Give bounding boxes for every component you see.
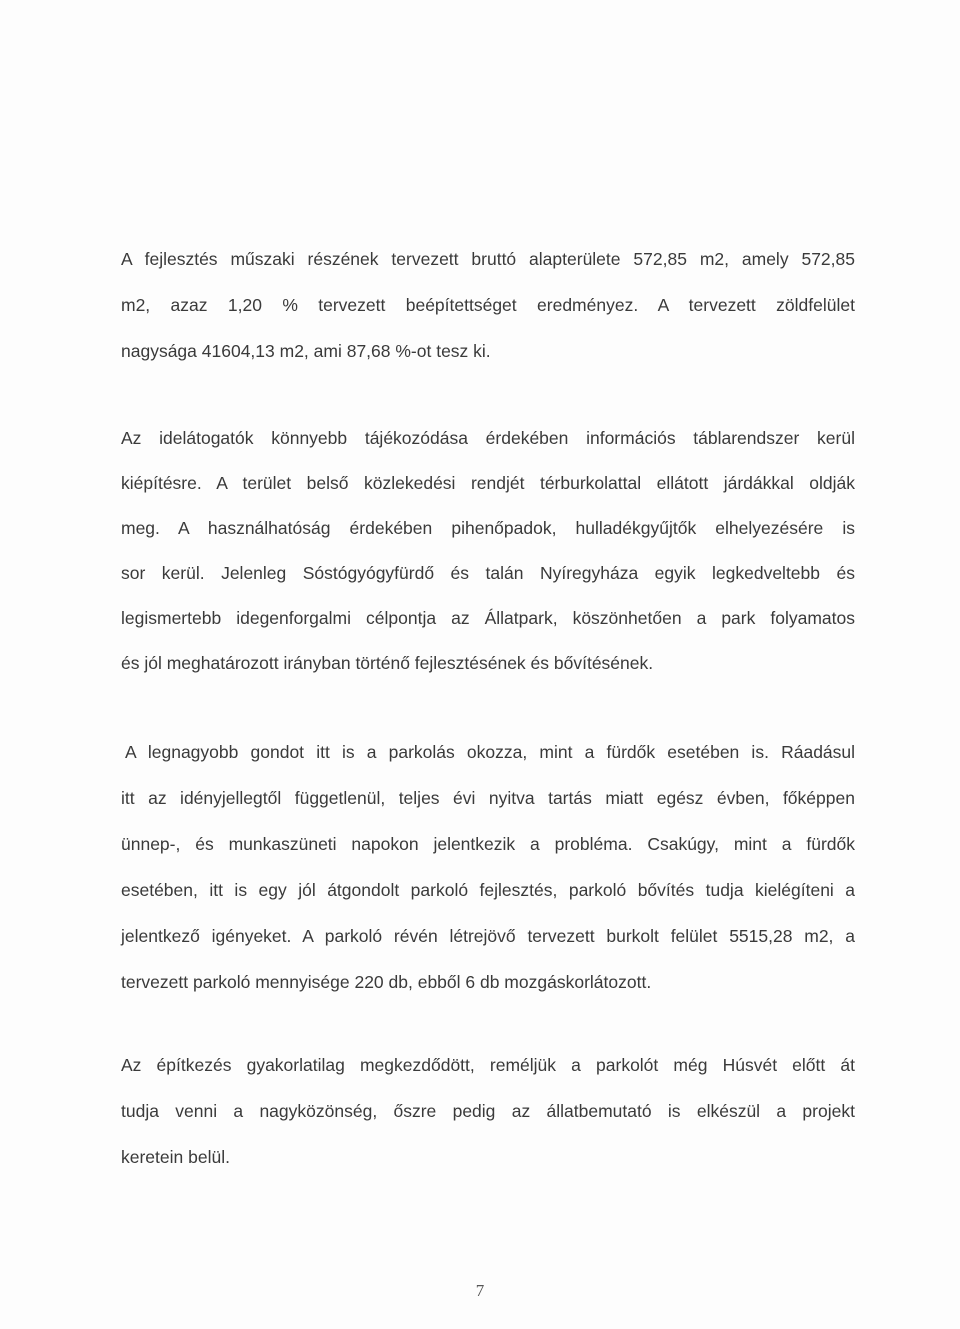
paragraph-line: Az építkezés gyakorlatilag megkezdődött, reméljük a parkolót még Húsvét előtt át — [121, 1055, 855, 1075]
paragraph-construction — [121, 1053, 855, 1169]
paragraph-line: m2, azaz 1,20 % tervezett beépítettséget eredményez. A tervezett zöldfelület — [121, 295, 855, 315]
paragraph-line: esetében, itt is egy jól átgondolt parkoló fejlesztés, parkoló bővítés tudja kielégíteni a — [121, 880, 856, 900]
paragraph-line: tudja venni a nagyközönség, őszre pedig az állatbemutató is elkészül a projekt — [121, 1101, 855, 1121]
paragraph-line: tervezett parkoló mennyisége 220 db, ebből 6 db mozgáskorlátozott. — [121, 972, 652, 992]
paragraph-line: jelentkező igényeket. A parkoló révén létrejövő tervezett burkolt felület 5515,28 m2, a — [121, 926, 855, 946]
paragraph-line: nagysága 41604,13 m2, ami 87,68 %-ot tesz ki. — [121, 341, 491, 361]
paragraph-line: keretein belül. — [121, 1147, 230, 1167]
paragraph-line: kiépítésre. A terület belső közlekedési rendjét térburkolattal ellátott járdákkal oldják — [121, 473, 855, 493]
paragraph-line: legismertebb idegenforgalmi célpontja az Állatpark, köszönhetően a park folyamatos — [121, 608, 856, 628]
paragraph-floor-area — [121, 247, 855, 363]
paragraph-line: itt az idényjellegtől függetlenül, teljes évi nyitva tartás miatt egész évben, főképpen — [121, 788, 855, 808]
paragraph-line: A legnagyobb gondot itt is a parkolás okozza, mint a fürdők esetében is. Ráadásul — [125, 742, 856, 762]
paragraph-line: Az idelátogatók könnyebb tájékozódása érdekében információs táblarendszer kerül — [121, 428, 855, 448]
paragraph-parking — [121, 740, 856, 994]
paragraph-line: A fejlesztés műszaki részének tervezett bruttó alapterülete 572,85 m2, amely 572,85 — [121, 249, 855, 269]
paragraph-information-signs — [121, 426, 855, 675]
paragraph-line: és jól meghatározott irányban történő fejlesztésének és bővítésének. — [121, 653, 654, 673]
paragraph-line: meg. A használhatóság érdekében pihenőpadok, hulladékgyűjtők elhelyezésére is — [121, 518, 856, 538]
paragraph-line: sor kerül. Jelenleg Sóstógyógyfürdő és talán Nyíregyháza egyik legkedveltebb és — [121, 563, 855, 583]
paragraph-line: ünnep-, és munkaszüneti napokon jelentkezik a probléma. Csakúgy, mint a fürdők — [121, 834, 856, 854]
page-number: 7 — [475, 1281, 485, 1300]
